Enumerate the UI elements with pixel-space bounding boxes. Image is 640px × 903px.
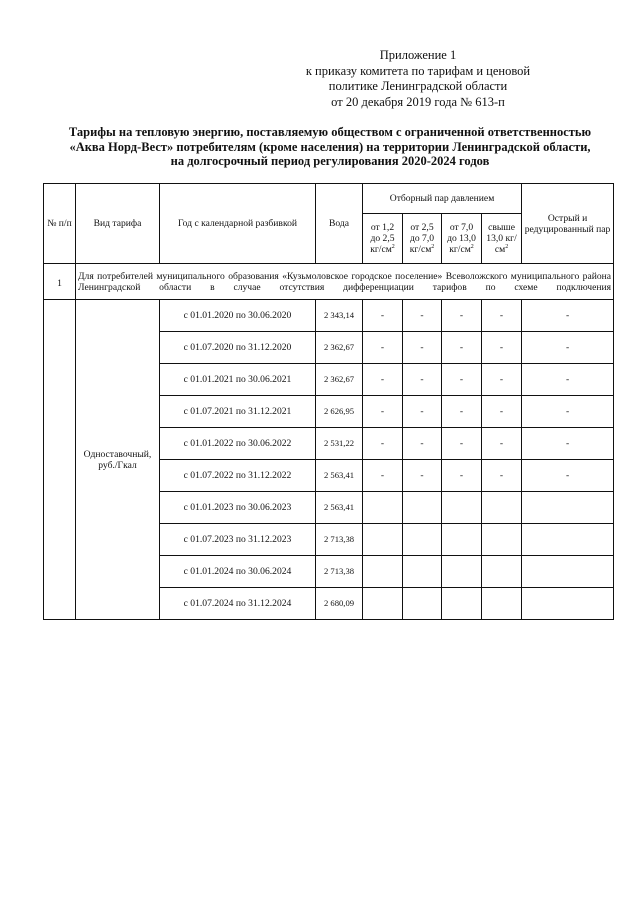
title-line: на долгосрочный период регулирования 2020-2024 годов: [170, 154, 490, 168]
water-value: 2 563,41: [316, 460, 363, 492]
dash-cell: -: [522, 428, 614, 460]
table-row: [44, 300, 614, 332]
dash-cell: -: [442, 428, 482, 460]
dash-cell: -: [363, 332, 403, 364]
appendix-note: [268, 48, 568, 110]
period-cell: с 01.01.2020 по 30.06.2020: [160, 300, 316, 332]
dash-cell: -: [482, 428, 522, 460]
header-sharp-steam: Острый и редуцированный пар: [522, 184, 614, 264]
section-description: Для потребителей муниципального образования «Кузьмоловское городское поселение» Всеволожского муниципального района Ленинградской области в случае отсутствия дифференциации тарифов по схеме подключения: [76, 264, 614, 300]
pressure-label: от 2,5 до 7,0 кг/см: [409, 222, 435, 255]
empty-cell: [522, 492, 614, 524]
water-value: 2 563,41: [316, 492, 363, 524]
empty-cell: [403, 524, 442, 556]
dash-cell: -: [403, 364, 442, 396]
empty-cell: [442, 556, 482, 588]
empty-cell: [403, 492, 442, 524]
period-cell: с 01.07.2024 по 31.12.2024: [160, 588, 316, 620]
appendix-line: Приложение 1: [379, 48, 457, 62]
dash-cell: -: [363, 428, 403, 460]
dash-cell: -: [363, 300, 403, 332]
tariff-type-cell: Одноставочный, руб./Гкал: [76, 300, 160, 620]
pressure-label: свыше 13,0 кг/см: [486, 222, 517, 255]
dash-cell: -: [482, 332, 522, 364]
empty-cell: [363, 492, 403, 524]
dash-cell: -: [522, 300, 614, 332]
period-cell: с 01.07.2022 по 31.12.2022: [160, 460, 316, 492]
dash-cell: -: [403, 300, 442, 332]
empty-cell: [522, 588, 614, 620]
water-value: 2 343,14: [316, 300, 363, 332]
water-value: 2 362,67: [316, 364, 363, 396]
header-year: Год с календарной разбивкой: [160, 184, 316, 264]
dash-cell: -: [403, 428, 442, 460]
empty-cell: [363, 588, 403, 620]
dash-cell: -: [482, 396, 522, 428]
water-value: 2 713,38: [316, 556, 363, 588]
empty-cell: [482, 556, 522, 588]
section-number: 1: [44, 264, 76, 300]
empty-cell: [403, 556, 442, 588]
water-value: 2 626,95: [316, 396, 363, 428]
empty-cell: [442, 524, 482, 556]
empty-cell: [482, 588, 522, 620]
dash-cell: -: [442, 300, 482, 332]
superscript: 2: [505, 243, 509, 250]
period-cell: с 01.01.2023 по 30.06.2023: [160, 492, 316, 524]
dash-cell: -: [442, 364, 482, 396]
water-value: 2 713,38: [316, 524, 363, 556]
empty-cell: [442, 492, 482, 524]
dash-cell: -: [442, 396, 482, 428]
empty-cell: [482, 524, 522, 556]
empty-cell: [363, 556, 403, 588]
empty-cell: [522, 524, 614, 556]
header-pressure-2: [403, 214, 442, 264]
header-water: Вода: [316, 184, 363, 264]
dash-cell: -: [403, 332, 442, 364]
section-number-spacer: [44, 300, 76, 620]
dash-cell: -: [442, 460, 482, 492]
dash-cell: -: [522, 364, 614, 396]
tariff-table: [43, 183, 614, 620]
appendix-line: к приказу комитета по тарифам и ценовой: [305, 63, 531, 78]
water-value: 2 362,67: [316, 332, 363, 364]
empty-cell: [363, 524, 403, 556]
period-cell: с 01.01.2021 по 30.06.2021: [160, 364, 316, 396]
header-num: № п/п: [44, 184, 76, 264]
dash-cell: -: [482, 300, 522, 332]
empty-cell: [403, 588, 442, 620]
water-value: 2 531,22: [316, 428, 363, 460]
header-pressure-1: [363, 214, 403, 264]
header-pressure-3: [442, 214, 482, 264]
pressure-label: от 1,2 до 2,5 кг/см: [370, 222, 395, 255]
period-cell: с 01.07.2020 по 31.12.2020: [160, 332, 316, 364]
dash-cell: -: [363, 396, 403, 428]
superscript: 2: [470, 243, 474, 250]
header-steam-group: Отборный пар давлением: [363, 184, 522, 214]
dash-cell: -: [442, 332, 482, 364]
dash-cell: -: [403, 460, 442, 492]
dash-cell: -: [482, 364, 522, 396]
empty-cell: [482, 492, 522, 524]
period-cell: с 01.01.2022 по 30.06.2022: [160, 428, 316, 460]
appendix-line: политике Ленинградской области: [328, 79, 508, 93]
dash-cell: -: [522, 460, 614, 492]
dash-cell: -: [403, 396, 442, 428]
empty-cell: [442, 588, 482, 620]
dash-cell: -: [363, 460, 403, 492]
title-line: Тарифы на тепловую энергию, поставляемую обществом с ограниченной ответственностью: [68, 125, 592, 139]
period-cell: с 01.01.2024 по 30.06.2024: [160, 556, 316, 588]
superscript: 2: [431, 243, 435, 250]
header-tariff-type: Вид тарифа: [76, 184, 160, 264]
document-title: [40, 125, 620, 169]
period-cell: с 01.07.2023 по 31.12.2023: [160, 524, 316, 556]
dash-cell: -: [363, 364, 403, 396]
water-value: 2 680,09: [316, 588, 363, 620]
dash-cell: -: [522, 396, 614, 428]
title-line: «Аква Норд-Вест» потребителям (кроме населения) на территории Ленинградской области,: [69, 139, 591, 154]
superscript: 2: [391, 243, 395, 250]
header-pressure-4: [482, 214, 522, 264]
pressure-label: от 7,0 до 13,0 кг/см: [447, 222, 476, 255]
appendix-line: от 20 декабря 2019 года № 613-п: [331, 94, 505, 109]
dash-cell: -: [522, 332, 614, 364]
period-cell: с 01.07.2021 по 31.12.2021: [160, 396, 316, 428]
empty-cell: [522, 556, 614, 588]
dash-cell: -: [482, 460, 522, 492]
